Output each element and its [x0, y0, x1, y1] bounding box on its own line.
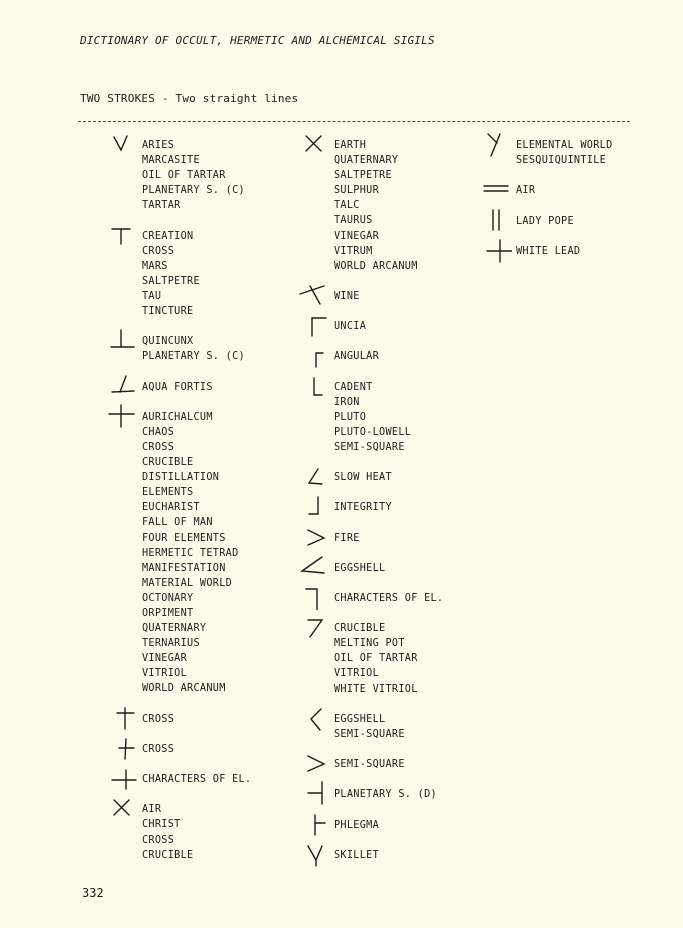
sigil-term: WORLD ARCANUM: [334, 260, 418, 272]
sigil-term: ELEMENTAL WORLD: [516, 140, 613, 151]
slanted-inverted-t-icon: [104, 373, 138, 399]
sigil-term: QUINCUNX: [142, 336, 194, 348]
greater-than-icon: [296, 750, 330, 776]
sigil-term: AIR: [142, 804, 162, 816]
page-number: 332: [82, 886, 104, 900]
sigil-terms: [334, 138, 418, 274]
right-tack-icon: [296, 811, 330, 837]
sigil-terms: [142, 742, 174, 757]
sigil-term: EGGSHELL: [334, 713, 386, 725]
sigil-term: ANGULAR: [334, 351, 380, 363]
plus-icon: [478, 237, 512, 263]
sigil-term: OCTONARY: [142, 592, 194, 604]
sigil-term: SALTPETRE: [142, 275, 200, 287]
sigil-term: FOUR ELEMENTS: [142, 532, 226, 544]
sigil-terms: [334, 349, 379, 364]
sigil-term: QUATERNARY: [142, 623, 207, 635]
sigil-term: WHITE VITRIOL: [334, 683, 418, 695]
sigil-terms: [334, 712, 405, 742]
slanted-x-icon: [296, 282, 330, 308]
sigil-term: SEMI-SQUARE: [334, 441, 405, 453]
inverted-t-icon: [104, 327, 138, 353]
sigil-terms: [516, 138, 613, 168]
sigil-term: CROSS: [142, 441, 175, 453]
aries-v-icon: [104, 131, 138, 157]
sigil-term: OIL OF TARTAR: [334, 653, 418, 665]
sigil-terms: [334, 380, 411, 455]
sigil-term: SESQUIQUINTILE: [516, 155, 607, 167]
sigil-terms: [334, 531, 360, 546]
sigil-term: FIRE: [334, 532, 360, 544]
sigil-terms: [142, 229, 200, 320]
sigil-term: ARIES: [142, 140, 175, 151]
sigil-term: SKILLET: [334, 849, 380, 861]
sigil-terms: [516, 214, 574, 229]
x-cross-icon: [296, 131, 330, 157]
seven-icon: [296, 614, 330, 640]
sigil-terms: [516, 183, 535, 198]
sigil-terms: [334, 470, 392, 485]
sigil-term: HERMETIC TETRAD: [142, 547, 239, 559]
sigil-term: ELEMENTS: [142, 487, 194, 499]
sigil-term: MANIFESTATION: [142, 562, 226, 574]
sigil-term: PLANETARY S. (C): [142, 351, 245, 363]
sigil-term: INTEGRITY: [334, 502, 392, 514]
sigil-term: DISTILLATION: [142, 472, 220, 484]
sigil-term: CREATION: [142, 230, 194, 242]
sigil-term: EGGSHELL: [334, 562, 386, 574]
sigil-term: CROSS: [142, 245, 175, 257]
sigil-term: WORLD ARCANUM: [142, 683, 226, 695]
sigil-term: MARS: [142, 260, 168, 272]
sigil-term: WHITE LEAD: [516, 245, 581, 257]
sigil-term: VITRIOL: [142, 668, 188, 680]
sigil-term: CHAOS: [142, 426, 175, 438]
sigil-terms: [334, 561, 385, 576]
sigil-term: CHRIST: [142, 819, 181, 831]
t-shape-icon: [104, 222, 138, 248]
angle-left-icon: [296, 554, 330, 580]
sigil-terms: [334, 787, 437, 802]
sigil-term: MELTING POT: [334, 638, 405, 650]
sigil-term: PLUTO-LOWELL: [334, 426, 412, 438]
sigil-term: CROSS: [142, 834, 175, 846]
sigil-term: SULPHUR: [334, 185, 380, 197]
sigil-term: QUATERNARY: [334, 155, 399, 167]
sigil-term: PLANETARY S. (D): [334, 789, 437, 801]
open-angle-icon: [296, 463, 330, 489]
long-cross-icon: [104, 705, 138, 731]
sigil-term: EARTH: [334, 140, 367, 151]
low-cross-icon: [104, 765, 138, 791]
sigil-term: CROSS: [142, 713, 175, 725]
corner-top-left-icon: [296, 312, 330, 338]
sigil-term: VITRIOL: [334, 668, 380, 680]
sigil-term: VINEGAR: [334, 230, 380, 242]
sigil-terms: [334, 500, 392, 515]
equals-icon: [478, 176, 512, 202]
sigil-term: FALL OF MAN: [142, 517, 213, 529]
sigil-term: CADENT: [334, 381, 373, 393]
sigil-term: MATERIAL WORLD: [142, 577, 233, 589]
sigil-term: TINCTURE: [142, 306, 194, 318]
sigil-terms: [334, 319, 366, 334]
sigil-terms: [142, 712, 174, 727]
corner-top-right-icon: [296, 584, 330, 610]
sigil-terms: [516, 244, 580, 259]
sigil-term: CROSS: [142, 744, 175, 755]
sigil-term: SLOW HEAT: [334, 472, 392, 484]
sigil-term: OIL OF TARTAR: [142, 170, 226, 182]
corner-bottom-right-icon: [296, 493, 330, 519]
sigil-term: IRON: [334, 396, 360, 408]
sigil-term: WINE: [334, 291, 360, 302]
sigil-terms: [142, 138, 245, 213]
sigil-terms: [142, 410, 239, 697]
sigil-term: PLANETARY S. (C): [142, 185, 245, 197]
sigil-term: AIR: [516, 185, 536, 197]
small-cross-icon: [104, 735, 138, 761]
sigil-term: CRUCIBLE: [334, 623, 386, 635]
sigil-term: TAU: [142, 290, 162, 302]
sigil-terms: [142, 772, 251, 787]
sigil-term: CHARACTERS OF EL.: [334, 593, 444, 604]
section-divider: [78, 121, 630, 122]
double-vertical-icon: [478, 207, 512, 233]
sigil-terms: [142, 380, 213, 395]
sigil-term: EUCHARIST: [142, 502, 200, 514]
sigil-terms: [142, 802, 193, 862]
sigil-term: CRUCIBLE: [142, 849, 194, 861]
sigil-terms: [142, 334, 245, 364]
sigil-term: AQUA FORTIS: [142, 381, 213, 393]
cross-icon: [104, 403, 138, 429]
less-than-icon: [296, 705, 330, 731]
running-header: DICTIONARY OF OCCULT, HERMETIC AND ALCHEMICAL SIGILS: [80, 34, 435, 47]
sigil-term: MARCASITE: [142, 155, 200, 167]
y-shape-icon: [296, 841, 330, 867]
sigil-term: VINEGAR: [142, 653, 188, 665]
sigil-term: PHLEGMA: [334, 819, 380, 831]
sigil-term: TAURUS: [334, 215, 373, 227]
sigil-term: TERNARIUS: [142, 638, 200, 650]
sigil-term: PLUTO: [334, 411, 367, 423]
sigil-term: VITRUM: [334, 245, 373, 257]
sigil-term: LADY POPE: [516, 215, 574, 227]
sigil-term: SEMI-SQUARE: [334, 728, 405, 740]
sigil-term: TARTAR: [142, 200, 181, 212]
greater-than-icon: [296, 524, 330, 550]
sigil-term: AURICHALCUM: [142, 411, 213, 423]
sigil-terms: [334, 621, 418, 696]
sigil-term: TALC: [334, 200, 360, 212]
sigil-term: SALTPETRE: [334, 170, 392, 182]
corner-bottom-left-icon: [296, 373, 330, 399]
x-cross-icon: [104, 795, 138, 821]
left-tack-icon: [296, 780, 330, 806]
sigil-terms: [334, 818, 379, 833]
sigil-terms: [334, 848, 379, 863]
section-title: TWO STROKES - Two straight lines: [80, 92, 299, 105]
sigil-terms: [334, 591, 443, 606]
small-corner-top-left-icon: [296, 342, 330, 368]
sigil-term: ORPIMENT: [142, 608, 194, 620]
slanted-y-icon: [478, 131, 512, 157]
sigil-terms: [334, 289, 360, 304]
sigil-term: CHARACTERS OF EL.: [142, 774, 252, 786]
sigil-term: UNCIA: [334, 321, 367, 333]
sigil-term: SEMI-SQUARE: [334, 759, 405, 771]
sigil-term: CRUCIBLE: [142, 457, 194, 469]
sigil-terms: [334, 757, 405, 772]
